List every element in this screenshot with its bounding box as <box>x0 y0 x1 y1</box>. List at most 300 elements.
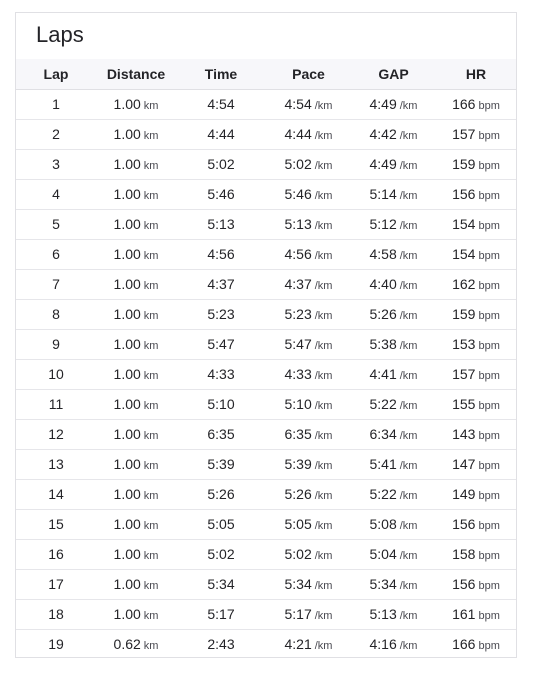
lap-distance <box>96 449 176 479</box>
lap-row[interactable] <box>16 449 516 479</box>
lap-number <box>16 629 96 659</box>
lap-gap-value: 5:04 <box>369 546 397 562</box>
lap-distance-unit: km <box>143 220 159 232</box>
lap-hr-unit: bpm <box>478 340 500 352</box>
lap-pace <box>266 299 351 329</box>
lap-row[interactable] <box>16 359 516 389</box>
column-header-hr[interactable]: HR <box>436 59 516 89</box>
lap-number <box>16 149 96 179</box>
lap-time-value: 2:43 <box>207 636 235 653</box>
lap-pace-unit: /km <box>314 640 333 653</box>
lap-pace-value: 5:02 <box>284 546 312 562</box>
lap-hr-value: 157 <box>452 366 476 382</box>
lap-gap-unit: /km <box>399 340 418 352</box>
lap-distance-value: 1.00 <box>113 306 141 322</box>
lap-distance <box>96 329 176 359</box>
lap-number-value: 14 <box>48 486 64 502</box>
lap-gap-unit: /km <box>399 310 418 322</box>
lap-distance-unit: km <box>143 430 159 442</box>
lap-gap <box>351 389 436 419</box>
lap-time-value: 4:33 <box>207 366 235 382</box>
lap-time <box>176 329 266 359</box>
lap-row[interactable] <box>16 479 516 509</box>
lap-distance-value: 0.62 <box>113 636 141 653</box>
lap-number-value: 18 <box>48 606 64 622</box>
lap-hr <box>436 239 516 269</box>
lap-number <box>16 419 96 449</box>
lap-gap-unit: /km <box>399 100 418 112</box>
lap-hr-value: 158 <box>452 546 476 562</box>
lap-gap-unit: /km <box>399 460 418 472</box>
lap-distance <box>96 599 176 629</box>
lap-distance-unit: km <box>143 130 159 142</box>
lap-number <box>16 299 96 329</box>
lap-time <box>176 449 266 479</box>
lap-hr-unit: bpm <box>478 580 500 592</box>
lap-gap <box>351 359 436 389</box>
lap-pace-value: 5:02 <box>284 156 312 172</box>
lap-gap-value: 4:42 <box>369 126 397 142</box>
lap-gap <box>351 269 436 299</box>
lap-time <box>176 419 266 449</box>
lap-row[interactable] <box>16 389 516 419</box>
lap-distance <box>96 209 176 239</box>
lap-time <box>176 299 266 329</box>
lap-gap-value: 4:41 <box>369 366 397 382</box>
lap-distance-unit: km <box>143 640 159 653</box>
lap-hr-value: 159 <box>452 306 476 322</box>
lap-row[interactable] <box>16 179 516 209</box>
header-row <box>16 59 516 89</box>
lap-number-value: 15 <box>48 516 64 532</box>
lap-distance <box>96 389 176 419</box>
lap-number <box>16 119 96 149</box>
lap-hr-value: 153 <box>452 336 476 352</box>
lap-time-value: 5:05 <box>207 516 235 532</box>
lap-distance-unit: km <box>143 100 159 112</box>
lap-pace-unit: /km <box>314 340 333 352</box>
lap-number-value: 6 <box>52 246 60 262</box>
lap-gap <box>351 539 436 569</box>
lap-distance <box>96 299 176 329</box>
lap-hr <box>436 329 516 359</box>
lap-time <box>176 89 266 119</box>
lap-pace <box>266 239 351 269</box>
lap-hr <box>436 179 516 209</box>
lap-hr <box>436 119 516 149</box>
lap-hr <box>436 419 516 449</box>
lap-pace <box>266 539 351 569</box>
lap-hr-value: 155 <box>452 396 476 412</box>
lap-gap <box>351 119 436 149</box>
lap-distance <box>96 119 176 149</box>
lap-gap-value: 5:38 <box>369 336 397 352</box>
lap-number <box>16 599 96 629</box>
lap-gap <box>351 209 436 239</box>
lap-time-value: 5:10 <box>207 396 235 412</box>
lap-hr-unit: bpm <box>478 250 500 262</box>
lap-pace <box>266 629 351 659</box>
column-header-pace[interactable]: Pace <box>266 59 351 89</box>
lap-distance-value: 1.00 <box>113 366 141 382</box>
lap-distance-value: 1.00 <box>113 276 141 292</box>
lap-distance-unit: km <box>143 520 159 532</box>
lap-gap-unit: /km <box>399 640 418 653</box>
lap-number-value: 10 <box>48 366 64 382</box>
lap-hr-value: 161 <box>452 606 476 622</box>
lap-time <box>176 509 266 539</box>
lap-time-value: 5:17 <box>207 606 235 622</box>
lap-pace <box>266 479 351 509</box>
lap-number <box>16 569 96 599</box>
laps-table <box>16 59 516 659</box>
lap-distance-value: 1.00 <box>113 216 141 232</box>
laps-panel <box>15 12 517 658</box>
lap-pace-value: 4:54 <box>284 96 312 112</box>
lap-number-value: 3 <box>52 156 60 172</box>
lap-hr-unit: bpm <box>478 520 500 532</box>
lap-row[interactable] <box>16 419 516 449</box>
lap-pace-unit: /km <box>314 580 333 592</box>
lap-pace-value: 5:46 <box>284 186 312 202</box>
lap-time-value: 5:13 <box>207 216 235 232</box>
lap-hr-value: 166 <box>452 96 476 112</box>
lap-gap-unit: /km <box>399 490 418 502</box>
lap-hr-unit: bpm <box>478 280 500 292</box>
lap-time-value: 5:23 <box>207 306 235 322</box>
lap-pace <box>266 89 351 119</box>
lap-gap <box>351 419 436 449</box>
lap-pace <box>266 389 351 419</box>
lap-distance-value: 1.00 <box>113 426 141 442</box>
lap-pace-value: 4:33 <box>284 366 312 382</box>
lap-row[interactable] <box>16 209 516 239</box>
lap-pace-unit: /km <box>314 400 333 412</box>
laps-table-header <box>16 59 516 89</box>
lap-pace-unit: /km <box>314 190 333 202</box>
lap-pace-unit: /km <box>314 610 333 622</box>
lap-pace-unit: /km <box>314 460 333 472</box>
lap-distance-value: 1.00 <box>113 96 141 112</box>
lap-time-value: 5:46 <box>207 186 235 202</box>
lap-pace <box>266 329 351 359</box>
lap-hr <box>436 299 516 329</box>
lap-gap <box>351 479 436 509</box>
lap-pace-unit: /km <box>314 160 333 172</box>
lap-gap-unit: /km <box>399 520 418 532</box>
lap-distance <box>96 149 176 179</box>
lap-hr-unit: bpm <box>478 400 500 412</box>
laps-table-body <box>16 89 516 659</box>
lap-number-value: 4 <box>52 186 60 202</box>
lap-pace-unit: /km <box>314 550 333 562</box>
lap-distance-unit: km <box>143 580 159 592</box>
lap-time <box>176 209 266 239</box>
lap-hr-unit: bpm <box>478 160 500 172</box>
lap-gap-value: 5:22 <box>369 396 397 412</box>
lap-hr <box>436 269 516 299</box>
lap-hr-value: 156 <box>452 576 476 592</box>
lap-hr-value: 156 <box>452 516 476 532</box>
lap-hr-value: 162 <box>452 276 476 292</box>
lap-pace <box>266 449 351 479</box>
lap-gap-value: 5:22 <box>369 486 397 502</box>
lap-pace-value: 5:34 <box>284 576 312 592</box>
lap-number <box>16 209 96 239</box>
lap-distance-value: 1.00 <box>113 396 141 412</box>
column-header-lap[interactable]: Lap <box>16 59 96 89</box>
lap-hr <box>436 209 516 239</box>
lap-row[interactable] <box>16 119 516 149</box>
lap-row[interactable] <box>16 629 516 659</box>
lap-number <box>16 509 96 539</box>
lap-gap <box>351 329 436 359</box>
lap-pace-value: 5:23 <box>284 306 312 322</box>
lap-distance-unit: km <box>143 340 159 352</box>
lap-gap-unit: /km <box>399 190 418 202</box>
lap-pace-value: 5:17 <box>284 606 312 622</box>
lap-number <box>16 539 96 569</box>
lap-time-value: 5:34 <box>207 576 235 592</box>
lap-gap-unit: /km <box>399 250 418 262</box>
lap-distance <box>96 629 176 659</box>
lap-pace-value: 6:35 <box>284 426 312 442</box>
lap-gap-unit: /km <box>399 370 418 382</box>
lap-gap <box>351 179 436 209</box>
lap-gap <box>351 449 436 479</box>
lap-distance <box>96 479 176 509</box>
lap-distance-unit: km <box>143 400 159 412</box>
lap-gap-unit: /km <box>399 430 418 442</box>
lap-pace-unit: /km <box>314 490 333 502</box>
lap-distance <box>96 269 176 299</box>
lap-row[interactable] <box>16 299 516 329</box>
lap-hr-unit: bpm <box>478 490 500 502</box>
lap-time <box>176 629 266 659</box>
lap-gap-unit: /km <box>399 400 418 412</box>
lap-pace-unit: /km <box>314 130 333 142</box>
lap-distance-value: 1.00 <box>113 546 141 562</box>
lap-gap-value: 4:16 <box>369 636 397 653</box>
lap-distance-value: 1.00 <box>113 246 141 262</box>
lap-number <box>16 329 96 359</box>
lap-hr <box>436 89 516 119</box>
lap-pace-value: 5:47 <box>284 336 312 352</box>
lap-hr-value: 143 <box>452 426 476 442</box>
lap-pace <box>266 599 351 629</box>
lap-hr-unit: bpm <box>478 130 500 142</box>
lap-row[interactable] <box>16 239 516 269</box>
lap-distance-unit: km <box>143 460 159 472</box>
lap-hr-value: 156 <box>452 186 476 202</box>
lap-time-value: 5:47 <box>207 336 235 352</box>
lap-gap-value: 5:13 <box>369 606 397 622</box>
lap-time <box>176 569 266 599</box>
lap-pace-unit: /km <box>314 310 333 322</box>
lap-row[interactable] <box>16 329 516 359</box>
lap-hr-unit: bpm <box>478 310 500 322</box>
lap-distance-value: 1.00 <box>113 126 141 142</box>
lap-hr <box>436 599 516 629</box>
lap-gap <box>351 149 436 179</box>
lap-number-value: 9 <box>52 336 60 352</box>
lap-gap-unit: /km <box>399 130 418 142</box>
lap-gap <box>351 569 436 599</box>
lap-pace-value: 4:21 <box>284 636 312 653</box>
lap-hr-value: 154 <box>452 216 476 232</box>
lap-distance-unit: km <box>143 550 159 562</box>
lap-distance-value: 1.00 <box>113 486 141 502</box>
lap-number-value: 8 <box>52 306 60 322</box>
lap-gap <box>351 629 436 659</box>
lap-gap-value: 4:49 <box>369 96 397 112</box>
laps-title: Laps <box>36 22 84 47</box>
lap-time <box>176 179 266 209</box>
lap-number-value: 12 <box>48 426 64 442</box>
lap-time <box>176 269 266 299</box>
lap-pace <box>266 359 351 389</box>
lap-pace-value: 5:39 <box>284 456 312 472</box>
lap-hr-unit: bpm <box>478 220 500 232</box>
lap-gap-unit: /km <box>399 220 418 232</box>
lap-number-value: 16 <box>48 546 64 562</box>
lap-distance <box>96 239 176 269</box>
lap-hr-unit: bpm <box>478 370 500 382</box>
lap-number-value: 17 <box>48 576 64 592</box>
lap-number-value: 7 <box>52 276 60 292</box>
lap-gap-unit: /km <box>399 550 418 562</box>
lap-row[interactable] <box>16 509 516 539</box>
lap-distance-value: 1.00 <box>113 606 141 622</box>
lap-pace-value: 5:05 <box>284 516 312 532</box>
lap-time-value: 4:37 <box>207 276 235 292</box>
lap-gap-value: 6:34 <box>369 426 397 442</box>
lap-pace <box>266 179 351 209</box>
lap-hr-unit: bpm <box>478 100 500 112</box>
lap-distance <box>96 89 176 119</box>
lap-hr <box>436 509 516 539</box>
lap-number-value: 19 <box>48 636 64 653</box>
lap-time-value: 4:54 <box>207 96 235 112</box>
lap-hr-unit: bpm <box>478 190 500 202</box>
lap-row[interactable] <box>16 89 516 119</box>
lap-pace-unit: /km <box>314 220 333 232</box>
lap-pace-value: 5:26 <box>284 486 312 502</box>
lap-pace <box>266 209 351 239</box>
lap-gap-unit: /km <box>399 280 418 292</box>
lap-time-value: 5:26 <box>207 486 235 502</box>
lap-pace-unit: /km <box>314 430 333 442</box>
lap-pace-value: 5:13 <box>284 216 312 232</box>
lap-distance-unit: km <box>143 610 159 622</box>
lap-row[interactable] <box>16 269 516 299</box>
lap-hr-value: 147 <box>452 456 476 472</box>
lap-hr <box>436 149 516 179</box>
lap-time <box>176 359 266 389</box>
lap-hr <box>436 449 516 479</box>
lap-number <box>16 479 96 509</box>
lap-time <box>176 599 266 629</box>
lap-pace-value: 4:37 <box>284 276 312 292</box>
lap-hr-value: 149 <box>452 486 476 502</box>
lap-distance-unit: km <box>143 160 159 172</box>
lap-pace-value: 5:10 <box>284 396 312 412</box>
lap-gap-value: 4:49 <box>369 156 397 172</box>
lap-gap-value: 5:12 <box>369 216 397 232</box>
lap-gap-value: 5:26 <box>369 306 397 322</box>
lap-gap <box>351 89 436 119</box>
lap-distance-unit: km <box>143 490 159 502</box>
lap-distance-value: 1.00 <box>113 456 141 472</box>
lap-distance <box>96 509 176 539</box>
lap-pace <box>266 569 351 599</box>
lap-row[interactable] <box>16 569 516 599</box>
lap-distance <box>96 179 176 209</box>
lap-pace <box>266 119 351 149</box>
lap-row[interactable] <box>16 599 516 629</box>
lap-pace-unit: /km <box>314 370 333 382</box>
lap-number-value: 5 <box>52 216 60 232</box>
lap-gap-value: 4:58 <box>369 246 397 262</box>
lap-time-value: 4:44 <box>207 126 235 142</box>
lap-pace <box>266 149 351 179</box>
lap-distance-unit: km <box>143 190 159 202</box>
column-header-distance[interactable]: Distance <box>96 59 176 89</box>
lap-pace-value: 4:44 <box>284 126 312 142</box>
lap-distance-unit: km <box>143 310 159 322</box>
column-header-gap[interactable]: GAP <box>351 59 436 89</box>
lap-pace <box>266 509 351 539</box>
lap-distance-value: 1.00 <box>113 336 141 352</box>
lap-hr-unit: bpm <box>478 610 500 622</box>
lap-pace-unit: /km <box>314 280 333 292</box>
lap-distance-value: 1.00 <box>113 156 141 172</box>
lap-hr <box>436 479 516 509</box>
lap-hr-value: 159 <box>452 156 476 172</box>
lap-distance <box>96 539 176 569</box>
lap-hr-unit: bpm <box>478 550 500 562</box>
lap-number <box>16 179 96 209</box>
lap-hr-unit: bpm <box>478 430 500 442</box>
lap-row[interactable] <box>16 149 516 179</box>
lap-time <box>176 149 266 179</box>
column-header-time[interactable]: Time <box>176 59 266 89</box>
lap-gap-value: 5:08 <box>369 516 397 532</box>
lap-time-value: 5:39 <box>207 456 235 472</box>
lap-hr-value: 154 <box>452 246 476 262</box>
lap-time <box>176 119 266 149</box>
lap-number <box>16 239 96 269</box>
lap-gap-value: 5:14 <box>369 186 397 202</box>
lap-hr <box>436 389 516 419</box>
lap-distance <box>96 419 176 449</box>
lap-gap <box>351 299 436 329</box>
lap-gap <box>351 599 436 629</box>
lap-gap <box>351 509 436 539</box>
lap-hr <box>436 569 516 599</box>
lap-row[interactable] <box>16 539 516 569</box>
lap-distance-unit: km <box>143 370 159 382</box>
lap-gap-value: 4:40 <box>369 276 397 292</box>
lap-pace <box>266 419 351 449</box>
lap-number-value: 11 <box>48 396 64 412</box>
lap-hr-unit: bpm <box>478 460 500 472</box>
lap-gap-unit: /km <box>399 610 418 622</box>
lap-distance-value: 1.00 <box>113 516 141 532</box>
lap-number <box>16 269 96 299</box>
lap-time <box>176 539 266 569</box>
lap-time-value: 6:35 <box>207 426 235 442</box>
